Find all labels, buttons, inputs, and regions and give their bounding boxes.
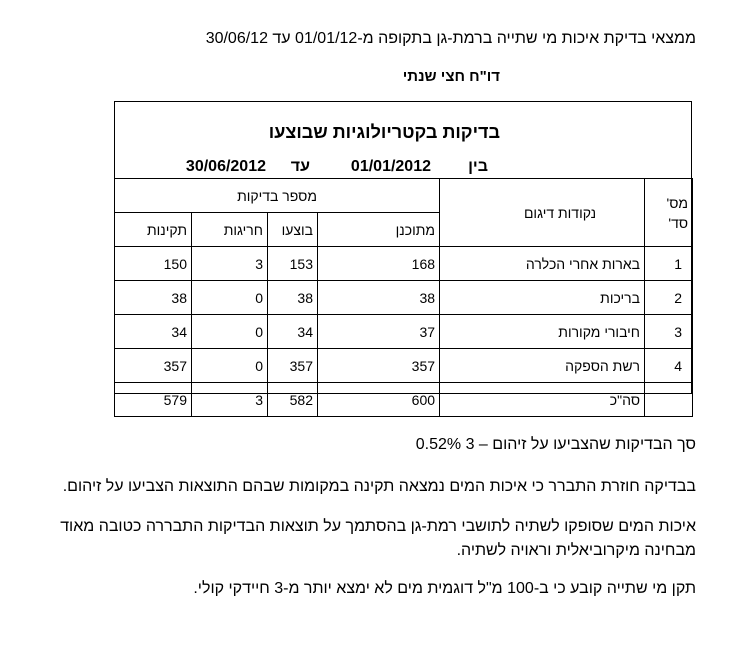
table-title: בדיקות בקטריולוגיות שבוצעו: [268, 122, 500, 142]
cell-done: 357: [268, 349, 318, 383]
cell-done: 38: [268, 281, 318, 315]
paragraph-quality: איכות המים שסופקו לשתיה לתושבי רמת-גן בהסתמך על תוצאות הבדיקות התבררה כטובה מאוד מבחינה מיקרוביאלית וראויה לשתיה.: [60, 518, 696, 559]
cell-planned: 357: [318, 349, 440, 383]
cell-done: 153: [268, 247, 318, 281]
cell-point: חיבורי מקורות: [440, 315, 645, 349]
table-header-row: [115, 179, 693, 213]
total-planned: 600: [318, 383, 440, 417]
cell-serial: 3: [645, 315, 693, 349]
from-date: 01/01/2012: [350, 158, 431, 175]
report-period-heading: ממצאי בדיקת איכות מי שתייה ברמת-גן בתקופה מ-01/01/12 עד 30/06/12: [205, 30, 696, 47]
tests-table: [114, 178, 693, 417]
paragraph-standard: תקן מי שתייה קובע כי ב-100 מ"ל דוגמית מים לא ימצא יותר מ-3 חיידקי קולי.: [193, 580, 696, 597]
col-serial-line1: מס': [666, 194, 689, 211]
col-planned: מתוכנן: [318, 213, 440, 247]
cell-done: 34: [268, 315, 318, 349]
cell-serial: 4: [645, 349, 693, 383]
cell-normal: 38: [115, 281, 192, 315]
cell-point: בארות אחרי הכלרה: [440, 247, 645, 281]
col-normal: תקינות: [115, 213, 192, 247]
cell-point: רשת הספקה: [440, 349, 645, 383]
to-date: 30/06/2012: [185, 158, 266, 175]
contamination-summary: סך הבדיקות שהצביעו על זיהום – 3 0.52%: [415, 436, 696, 453]
cell-planned: 168: [318, 247, 440, 281]
total-serial-empty: [645, 383, 693, 417]
cell-serial: 2: [645, 281, 693, 315]
table-total-row: [115, 383, 693, 417]
cell-planned: 37: [318, 315, 440, 349]
cell-point: בריכות: [440, 281, 645, 315]
cell-normal: 357: [115, 349, 192, 383]
table-row: [115, 281, 693, 315]
cell-serial: 1: [645, 247, 693, 281]
cell-normal: 150: [115, 247, 192, 281]
total-done: 582: [268, 383, 318, 417]
until-label: עד: [290, 158, 310, 175]
col-deviations: חריגות: [192, 213, 268, 247]
col-done: בוצעו: [268, 213, 318, 247]
table-row: [115, 349, 693, 383]
cell-normal: 34: [115, 315, 192, 349]
col-serial-line2: סד': [668, 214, 689, 231]
cell-deviations: 0: [192, 315, 268, 349]
cell-deviations: 0: [192, 281, 268, 315]
report-subtitle: דו"ח חצי שנתי: [402, 68, 500, 85]
col-group-tests: מספר בדיקות: [115, 179, 440, 213]
total-label: סה"כ: [440, 383, 645, 417]
between-label: בין: [468, 158, 488, 175]
total-deviations: 3: [192, 383, 268, 417]
cell-deviations: 0: [192, 349, 268, 383]
cell-deviations: 3: [192, 247, 268, 281]
paragraph-retest: בבדיקה חוזרת התברר כי איכות המים נמצאה תקינה במקומות שבהם התוצאות הצביעו על זיהום.: [62, 478, 696, 495]
table-row: [115, 247, 693, 281]
cell-planned: 38: [318, 281, 440, 315]
total-normal: 579: [115, 383, 192, 417]
table-row: [115, 315, 693, 349]
col-sampling-points: נקודות דיגום: [440, 179, 645, 247]
col-serial: [645, 179, 693, 247]
